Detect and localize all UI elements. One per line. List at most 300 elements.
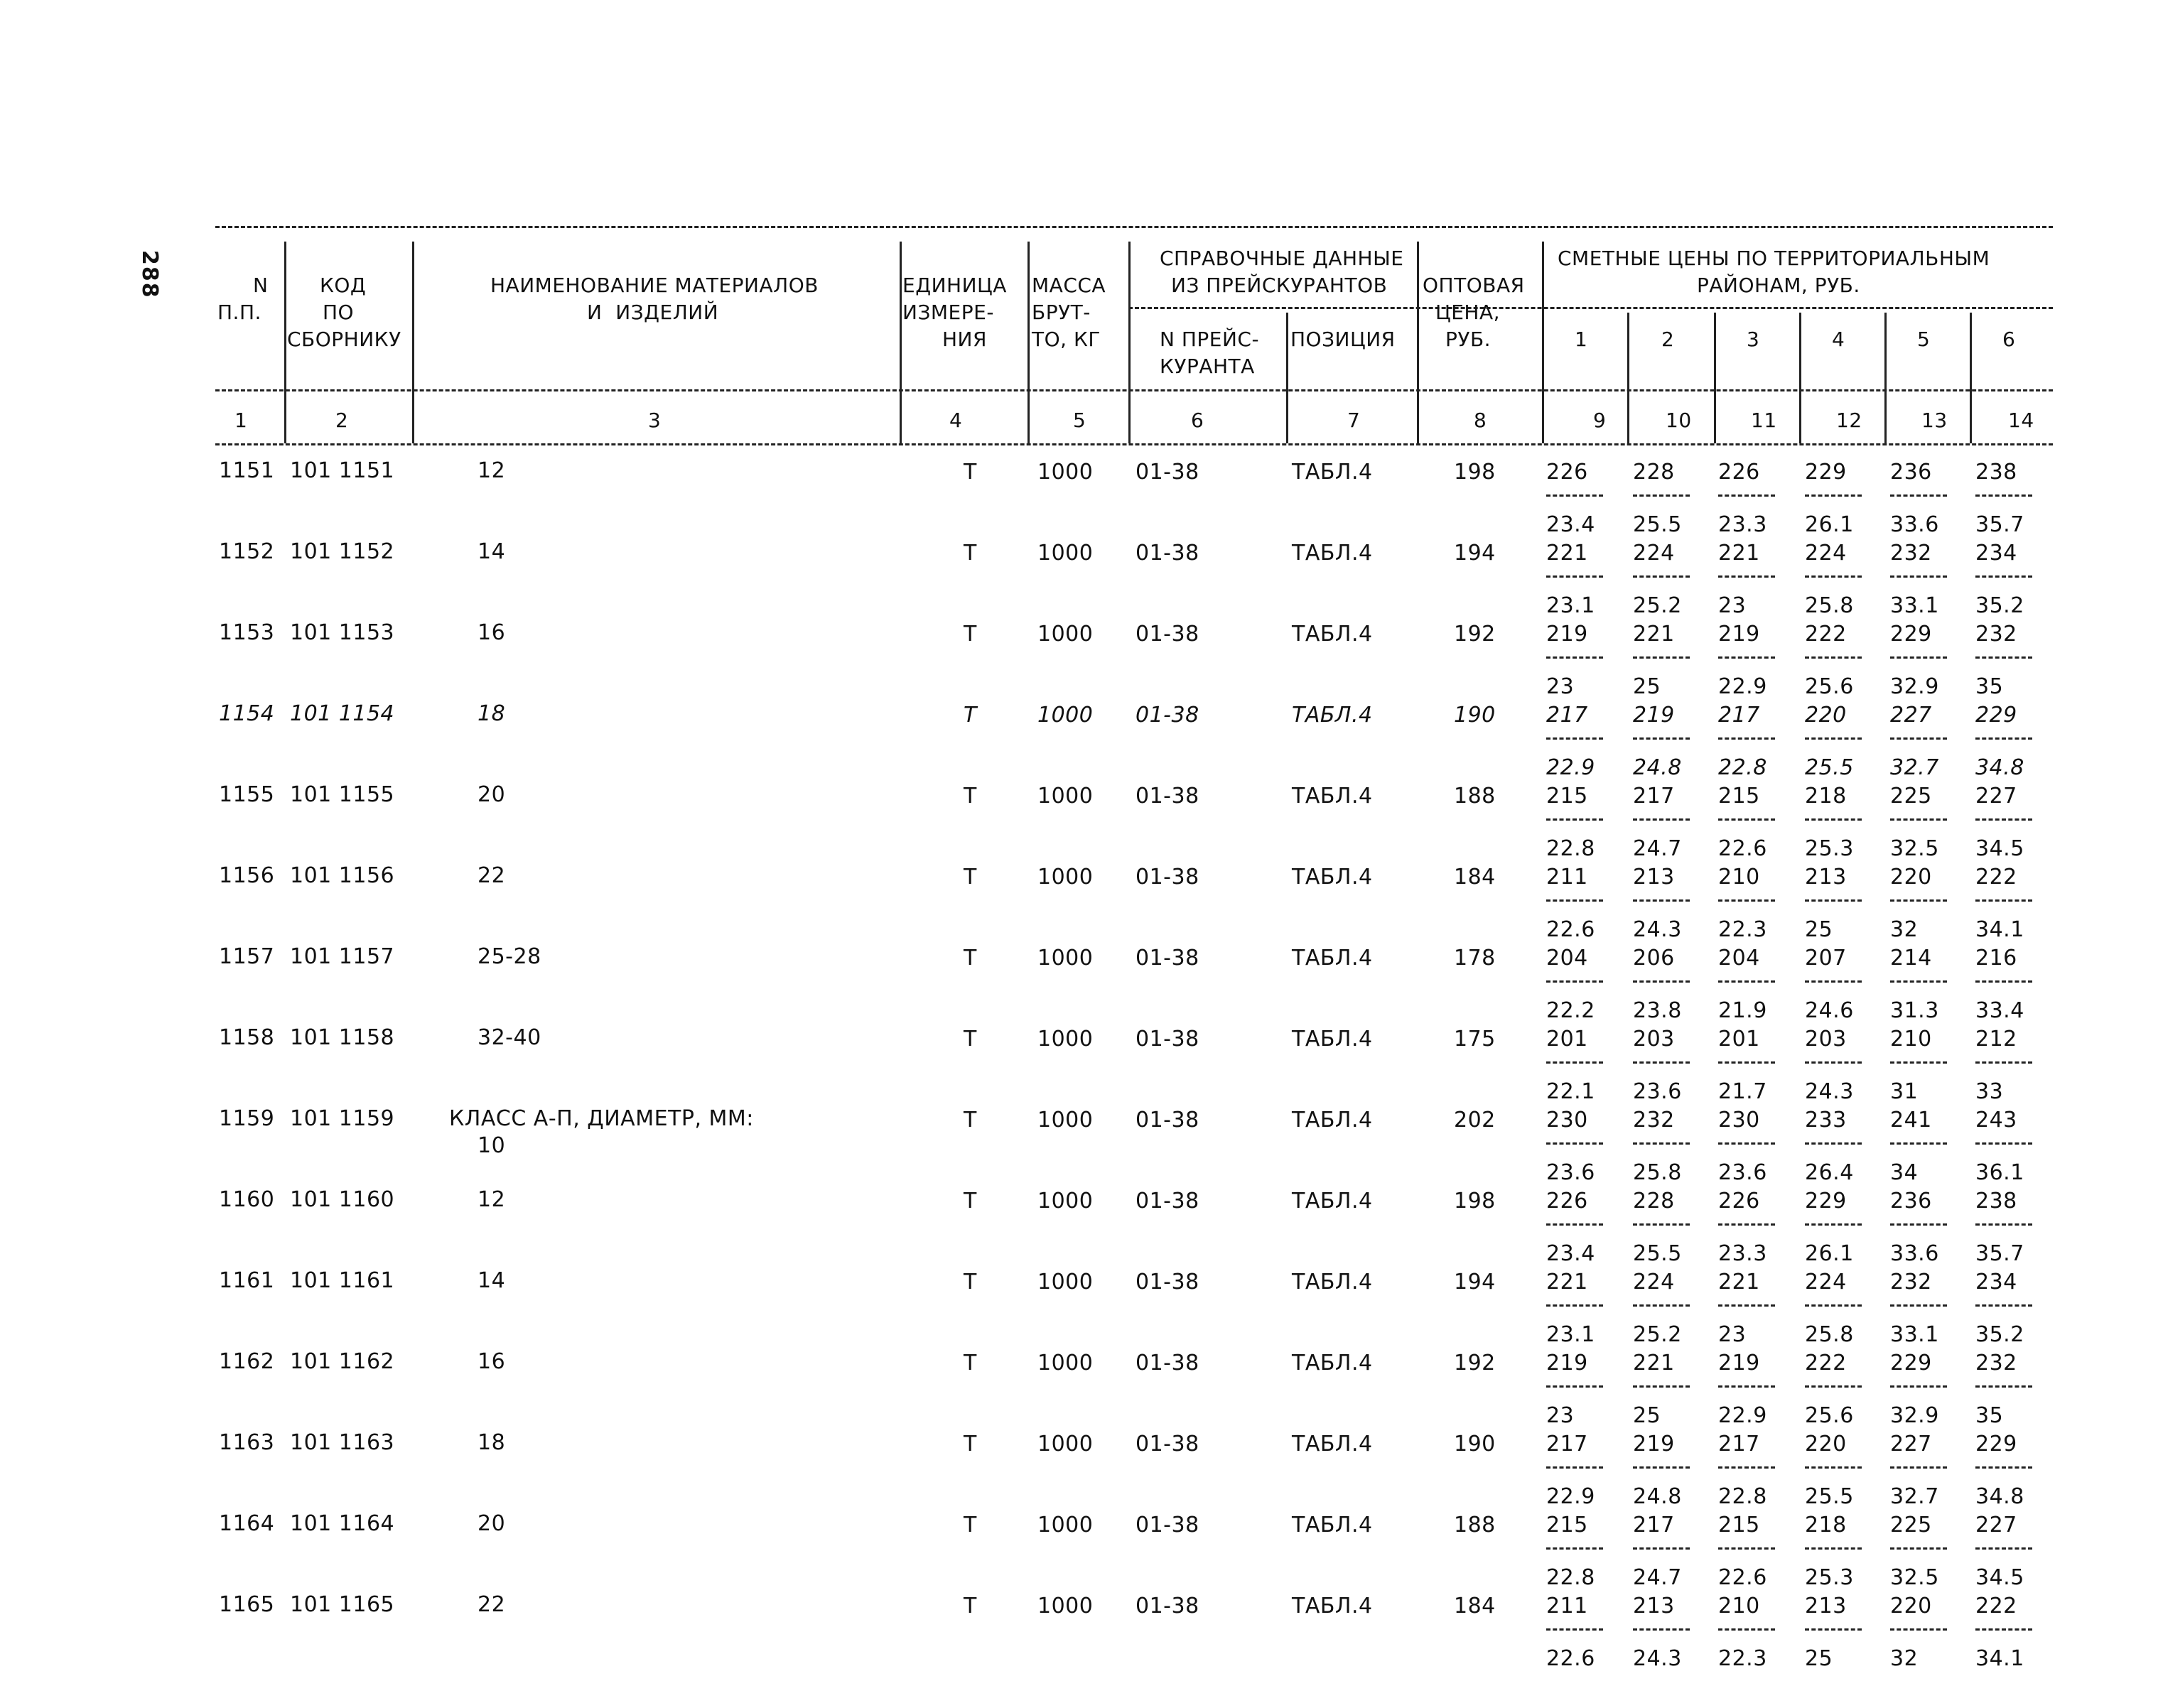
region-coefficient: 24.6 — [1805, 998, 1854, 1023]
header-mid-rule — [215, 389, 2053, 391]
fraction-rule — [1718, 1466, 1775, 1469]
fraction-rule — [1975, 494, 2032, 497]
region-coefficient: 25.6 — [1805, 674, 1854, 699]
fraction-rule — [1805, 494, 1862, 497]
region-coefficient: 22.9 — [1546, 1484, 1595, 1509]
fraction-rule — [1546, 1142, 1603, 1145]
region-price: 213 — [1633, 1594, 1675, 1618]
fraction-rule — [1546, 1385, 1603, 1388]
fraction-rule — [1718, 1223, 1775, 1226]
region-coefficient: 22.2 — [1546, 998, 1595, 1023]
region-coefficient: 32 — [1890, 1646, 1919, 1671]
region-coefficient: 25 — [1633, 674, 1661, 699]
row-pricelist: 01-38 — [1136, 460, 1199, 485]
fraction-rule — [1890, 737, 1947, 740]
row-mass: 1000 — [1037, 784, 1094, 809]
region-price: 224 — [1633, 1270, 1675, 1294]
vsep — [1027, 242, 1030, 443]
region-coefficient: 24.7 — [1633, 1565, 1682, 1590]
region-coefficient: 33.6 — [1890, 1241, 1939, 1266]
region-coefficient: 23 — [1546, 1403, 1575, 1428]
row-name: 18 — [478, 701, 506, 726]
fraction-rule — [1890, 1628, 1947, 1631]
row-position: ТАБЛ.4 — [1292, 1594, 1373, 1618]
region-coefficient: 32.9 — [1890, 674, 1939, 699]
row-name: 16 — [478, 1349, 506, 1374]
row-position: ТАБЛ.4 — [1292, 1432, 1373, 1456]
region-price: 227 — [1890, 1432, 1932, 1456]
region-price: 215 — [1546, 784, 1588, 809]
row-code: 101 1165 — [290, 1592, 395, 1617]
row-position: ТАБЛ.4 — [1292, 541, 1373, 566]
region-coefficient: 22.8 — [1718, 755, 1767, 780]
region-price: 218 — [1805, 1513, 1847, 1537]
row-unit: Т — [964, 1027, 977, 1052]
header-region: 4 — [1832, 328, 1845, 351]
region-coefficient: 23.1 — [1546, 1322, 1595, 1347]
vsep — [1970, 313, 1972, 443]
row-mass: 1000 — [1037, 541, 1094, 566]
region-price: 224 — [1633, 541, 1675, 566]
vsep — [1884, 313, 1887, 443]
fraction-rule — [1805, 656, 1862, 659]
fraction-rule — [1546, 1223, 1603, 1226]
fraction-rule — [1718, 899, 1775, 902]
table-row — [0, 539, 2163, 620]
region-price: 236 — [1890, 460, 1932, 485]
row-pricelist: 01-38 — [1136, 1027, 1199, 1052]
header-region: 6 — [2002, 328, 2016, 351]
header-mass: ТО, КГ — [1032, 328, 1101, 351]
header-region-group: СМЕТНЫЕ ЦЕНЫ ПО ТЕРРИТОРИАЛЬНЫМ — [1558, 247, 1990, 270]
region-price: 229 — [1890, 1351, 1932, 1375]
row-code: 101 1157 — [290, 944, 395, 969]
region-price: 232 — [1975, 622, 2017, 647]
region-coefficient: 34.5 — [1975, 836, 2024, 861]
fraction-rule — [1805, 1385, 1862, 1388]
region-price: 238 — [1975, 460, 2017, 485]
fraction-rule — [1975, 818, 2032, 821]
row-number: 1164 — [219, 1511, 275, 1536]
fraction-rule — [1718, 1142, 1775, 1145]
row-code: 101 1161 — [290, 1268, 395, 1293]
fraction-rule — [1633, 1385, 1690, 1388]
region-coefficient: 25.3 — [1805, 1565, 1854, 1590]
vsep — [1286, 313, 1288, 443]
region-price: 224 — [1805, 541, 1847, 566]
row-price: 175 — [1454, 1027, 1496, 1052]
fraction-rule — [1890, 494, 1947, 497]
header-group-rule — [1128, 307, 2053, 309]
header-name: И ИЗДЕЛИЙ — [587, 301, 719, 324]
row-position: ТАБЛ.4 — [1292, 1108, 1373, 1133]
fraction-rule — [1546, 1061, 1603, 1064]
region-price: 229 — [1975, 1432, 2017, 1456]
region-coefficient: 25.2 — [1633, 593, 1682, 618]
region-coefficient: 23.3 — [1718, 1241, 1767, 1266]
region-price: 204 — [1546, 946, 1588, 971]
row-number: 1161 — [219, 1268, 275, 1293]
region-coefficient: 24.7 — [1633, 836, 1682, 861]
region-price: 219 — [1633, 1432, 1675, 1456]
region-coefficient: 26.1 — [1805, 1241, 1854, 1266]
fraction-rule — [1975, 1142, 2032, 1145]
region-coefficient: 23.6 — [1633, 1079, 1682, 1104]
row-unit: Т — [964, 946, 977, 971]
region-coefficient: 32.7 — [1890, 755, 1939, 780]
fraction-rule — [1890, 1142, 1947, 1145]
region-price: 229 — [1975, 703, 2017, 728]
row-number: 1160 — [219, 1187, 275, 1212]
row-number: 1157 — [219, 944, 275, 969]
region-price: 234 — [1975, 1270, 2017, 1294]
region-coefficient: 22.6 — [1546, 1646, 1595, 1671]
row-unit: Т — [964, 1594, 977, 1618]
row-unit: Т — [964, 1189, 977, 1214]
row-unit: Т — [964, 622, 977, 647]
fraction-rule — [1805, 818, 1862, 821]
fraction-rule — [1718, 980, 1775, 983]
fraction-rule — [1633, 1466, 1690, 1469]
header-unit: НИЯ — [942, 328, 987, 351]
region-coefficient: 32 — [1890, 917, 1919, 942]
region-coefficient: 25 — [1805, 917, 1833, 942]
fraction-rule — [1718, 656, 1775, 659]
region-price: 216 — [1975, 946, 2017, 971]
region-price: 217 — [1718, 703, 1760, 728]
vsep — [284, 242, 286, 443]
fraction-rule — [1718, 575, 1775, 578]
vsep — [1714, 313, 1716, 443]
region-price: 213 — [1805, 1594, 1847, 1618]
region-price: 232 — [1890, 541, 1932, 566]
header-top-rule — [215, 226, 2053, 228]
region-price: 227 — [1975, 784, 2017, 809]
row-pricelist: 01-38 — [1136, 946, 1199, 971]
table-row — [0, 863, 2163, 944]
region-price: 217 — [1546, 703, 1588, 728]
row-name: 20 — [478, 782, 506, 807]
col-number: 8 — [1474, 409, 1487, 432]
row-name-sub: 10 — [478, 1133, 506, 1158]
fraction-rule — [1718, 818, 1775, 821]
fraction-rule — [1546, 575, 1603, 578]
region-price: 213 — [1805, 865, 1847, 890]
region-price: 220 — [1890, 865, 1932, 890]
row-number: 1159 — [219, 1106, 275, 1131]
region-coefficient: 22.6 — [1718, 1565, 1767, 1590]
row-pricelist: 01-38 — [1136, 1108, 1199, 1133]
row-number: 1152 — [219, 539, 275, 564]
vsep — [1128, 242, 1131, 443]
fraction-rule — [1633, 1304, 1690, 1307]
col-number: 13 — [1921, 409, 1948, 432]
region-coefficient: 31.3 — [1890, 998, 1939, 1023]
region-coefficient: 23.4 — [1546, 1241, 1595, 1266]
header-code: КОД — [320, 274, 367, 297]
header-region: 5 — [1917, 328, 1931, 351]
region-coefficient: 23.4 — [1546, 512, 1595, 537]
region-price: 219 — [1718, 1351, 1760, 1375]
table-row — [0, 1591, 2163, 1672]
region-coefficient: 34.8 — [1975, 1484, 2024, 1509]
row-pricelist: 01-38 — [1136, 541, 1199, 566]
region-coefficient: 35 — [1975, 674, 2004, 699]
fraction-rule — [1633, 980, 1690, 983]
region-price: 217 — [1718, 1432, 1760, 1456]
fraction-rule — [1633, 1628, 1690, 1631]
header-region-group: РАЙОНАМ, РУБ. — [1697, 274, 1860, 297]
region-coefficient: 26.4 — [1805, 1160, 1854, 1185]
row-number: 1156 — [219, 863, 275, 888]
row-code: 101 1164 — [290, 1511, 395, 1536]
table-row — [0, 620, 2163, 701]
fraction-rule — [1546, 656, 1603, 659]
region-price: 211 — [1546, 1594, 1588, 1618]
region-coefficient: 23 — [1718, 1322, 1747, 1347]
row-pricelist: 01-38 — [1136, 784, 1199, 809]
fraction-rule — [1718, 494, 1775, 497]
table-row — [0, 1106, 2163, 1187]
region-price: 224 — [1805, 1270, 1847, 1294]
region-coefficient: 33.6 — [1890, 512, 1939, 537]
row-price: 178 — [1454, 946, 1496, 971]
vsep — [1627, 313, 1629, 443]
row-position: ТАБЛ.4 — [1292, 946, 1373, 971]
row-number: 1155 — [219, 782, 275, 807]
row-pricelist: 01-38 — [1136, 1513, 1199, 1537]
region-coefficient: 23 — [1718, 593, 1747, 618]
region-price: 228 — [1633, 460, 1675, 485]
fraction-rule — [1718, 1628, 1775, 1631]
region-coefficient: 22.9 — [1546, 755, 1595, 780]
region-coefficient: 32.5 — [1890, 1565, 1939, 1590]
fraction-rule — [1975, 1304, 2032, 1307]
col-number: 5 — [1073, 409, 1086, 432]
header-position: ПОЗИЦИЯ — [1290, 328, 1396, 351]
header-code: СБОРНИКУ — [287, 328, 401, 351]
row-pricelist: 01-38 — [1136, 1351, 1199, 1375]
row-pricelist: 01-38 — [1136, 1594, 1199, 1618]
fraction-rule — [1633, 737, 1690, 740]
region-price: 222 — [1975, 1594, 2017, 1618]
row-code: 101 1163 — [290, 1430, 395, 1455]
row-price: 198 — [1454, 1189, 1496, 1214]
row-name: 32-40 — [478, 1025, 541, 1050]
region-price: 203 — [1633, 1027, 1675, 1052]
header-region: 2 — [1661, 328, 1675, 351]
header-price: ЦЕНА, — [1435, 301, 1501, 324]
region-coefficient: 22.3 — [1718, 917, 1767, 942]
region-coefficient: 21.9 — [1718, 998, 1767, 1023]
row-mass: 1000 — [1037, 946, 1094, 971]
row-pricelist: 01-38 — [1136, 1270, 1199, 1294]
fraction-rule — [1633, 1547, 1690, 1550]
fraction-rule — [1805, 1223, 1862, 1226]
header-bottom-rule — [215, 443, 2053, 445]
region-coefficient: 26.1 — [1805, 512, 1854, 537]
row-number: 1151 — [219, 458, 275, 483]
region-price: 222 — [1805, 1351, 1847, 1375]
region-price: 234 — [1975, 541, 2017, 566]
row-mass: 1000 — [1037, 1027, 1094, 1052]
region-price: 229 — [1805, 1189, 1847, 1214]
region-coefficient: 32.7 — [1890, 1484, 1939, 1509]
header-unit: ИЗМЕРЕ- — [902, 301, 994, 324]
fraction-rule — [1546, 494, 1603, 497]
row-price: 188 — [1454, 784, 1496, 809]
col-number: 12 — [1836, 409, 1862, 432]
page-number: 288 — [137, 250, 162, 299]
region-price: 215 — [1546, 1513, 1588, 1537]
row-position: ТАБЛ.4 — [1292, 460, 1373, 485]
row-mass: 1000 — [1037, 1189, 1094, 1214]
row-mass: 1000 — [1037, 460, 1094, 485]
region-coefficient: 22.9 — [1718, 674, 1767, 699]
row-pricelist: 01-38 — [1136, 1432, 1199, 1456]
fraction-rule — [1805, 575, 1862, 578]
region-coefficient: 22.8 — [1546, 836, 1595, 861]
fraction-rule — [1890, 980, 1947, 983]
region-price: 220 — [1805, 1432, 1847, 1456]
region-price: 222 — [1975, 865, 2017, 890]
region-coefficient: 32.5 — [1890, 836, 1939, 861]
col-number: 3 — [648, 409, 662, 432]
fraction-rule — [1975, 899, 2032, 902]
region-coefficient: 34.5 — [1975, 1565, 2024, 1590]
row-name: 14 — [478, 1268, 506, 1293]
region-price: 241 — [1890, 1108, 1932, 1133]
region-coefficient: 35.2 — [1975, 593, 2024, 618]
region-price: 217 — [1633, 1513, 1675, 1537]
fraction-rule — [1633, 494, 1690, 497]
region-coefficient: 22.1 — [1546, 1079, 1595, 1104]
region-coefficient: 22.8 — [1718, 1484, 1767, 1509]
fraction-rule — [1633, 1061, 1690, 1064]
table-row — [0, 1025, 2163, 1106]
region-price: 201 — [1718, 1027, 1760, 1052]
region-coefficient: 34.1 — [1975, 917, 2024, 942]
region-price: 201 — [1546, 1027, 1588, 1052]
row-code: 101 1156 — [290, 863, 395, 888]
fraction-rule — [1718, 1385, 1775, 1388]
fraction-rule — [1805, 899, 1862, 902]
fraction-rule — [1975, 656, 2032, 659]
fraction-rule — [1718, 1304, 1775, 1307]
fraction-rule — [1546, 980, 1603, 983]
row-pricelist: 01-38 — [1136, 703, 1199, 728]
col-number: 4 — [949, 409, 963, 432]
region-coefficient: 23.6 — [1718, 1160, 1767, 1185]
region-coefficient: 35.2 — [1975, 1322, 2024, 1347]
row-position: ТАБЛ.4 — [1292, 703, 1373, 728]
fraction-rule — [1975, 737, 2032, 740]
row-mass: 1000 — [1037, 1594, 1094, 1618]
region-coefficient: 25.5 — [1633, 512, 1682, 537]
row-code: 101 1158 — [290, 1025, 395, 1050]
region-price: 217 — [1633, 784, 1675, 809]
region-coefficient: 25 — [1805, 1646, 1833, 1671]
region-coefficient: 33.4 — [1975, 998, 2024, 1023]
row-code: 101 1155 — [290, 782, 395, 807]
header-name: НАИМЕНОВАНИЕ МАТЕРИАЛОВ — [490, 274, 819, 297]
region-price: 219 — [1633, 703, 1675, 728]
header-pricelist: N ПРЕЙС- — [1160, 328, 1260, 351]
region-coefficient: 24.8 — [1633, 1484, 1682, 1509]
col-number: 9 — [1593, 409, 1607, 432]
fraction-rule — [1718, 737, 1775, 740]
region-price: 221 — [1546, 541, 1588, 566]
region-price: 226 — [1546, 1189, 1588, 1214]
row-name: 18 — [478, 1430, 506, 1455]
region-coefficient: 25 — [1633, 1403, 1661, 1428]
fraction-rule — [1805, 1628, 1862, 1631]
col-number: 7 — [1347, 409, 1361, 432]
region-price: 233 — [1805, 1108, 1847, 1133]
region-price: 217 — [1546, 1432, 1588, 1456]
fraction-rule — [1633, 899, 1690, 902]
row-name: 12 — [478, 458, 506, 483]
fraction-rule — [1975, 1466, 2032, 1469]
header-unit: ЕДИНИЦА — [902, 274, 1007, 297]
row-unit: Т — [964, 784, 977, 809]
vsep — [412, 242, 414, 443]
region-coefficient: 35 — [1975, 1403, 2004, 1428]
row-unit: Т — [964, 1513, 977, 1537]
row-price: 198 — [1454, 460, 1496, 485]
region-coefficient: 25.8 — [1633, 1160, 1682, 1185]
region-price: 222 — [1805, 622, 1847, 647]
region-coefficient: 25.6 — [1805, 1403, 1854, 1428]
region-price: 227 — [1890, 703, 1932, 728]
header-ref-group: СПРАВОЧНЫЕ ДАННЫЕ — [1160, 247, 1404, 270]
region-price: 206 — [1633, 946, 1675, 971]
fraction-rule — [1805, 737, 1862, 740]
region-coefficient: 25.3 — [1805, 836, 1854, 861]
row-unit: Т — [964, 1108, 977, 1133]
region-price: 210 — [1890, 1027, 1932, 1052]
row-unit: Т — [964, 1351, 977, 1375]
fraction-rule — [1975, 1385, 2032, 1388]
region-coefficient: 23.6 — [1546, 1160, 1595, 1185]
row-pricelist: 01-38 — [1136, 865, 1199, 890]
fraction-rule — [1805, 980, 1862, 983]
table-row — [0, 701, 2163, 782]
region-price: 218 — [1805, 784, 1847, 809]
col-number: 1 — [234, 409, 248, 432]
region-coefficient: 33 — [1975, 1079, 2004, 1104]
region-price: 232 — [1975, 1351, 2017, 1375]
fraction-rule — [1633, 1223, 1690, 1226]
fraction-rule — [1633, 656, 1690, 659]
row-name: 22 — [478, 863, 506, 888]
region-price: 226 — [1718, 1189, 1760, 1214]
region-coefficient: 23.3 — [1718, 512, 1767, 537]
region-price: 225 — [1890, 784, 1932, 809]
region-price: 219 — [1546, 622, 1588, 647]
region-price: 226 — [1546, 460, 1588, 485]
region-price: 232 — [1890, 1270, 1932, 1294]
row-code: 101 1159 — [290, 1106, 395, 1131]
header-region: 3 — [1747, 328, 1760, 351]
fraction-rule — [1975, 575, 2032, 578]
header-price: ОПТОВАЯ — [1423, 274, 1525, 297]
fraction-rule — [1975, 1223, 2032, 1226]
row-position: ТАБЛ.4 — [1292, 1270, 1373, 1294]
row-number: 1163 — [219, 1430, 275, 1455]
region-price: 221 — [1633, 622, 1675, 647]
fraction-rule — [1546, 899, 1603, 902]
